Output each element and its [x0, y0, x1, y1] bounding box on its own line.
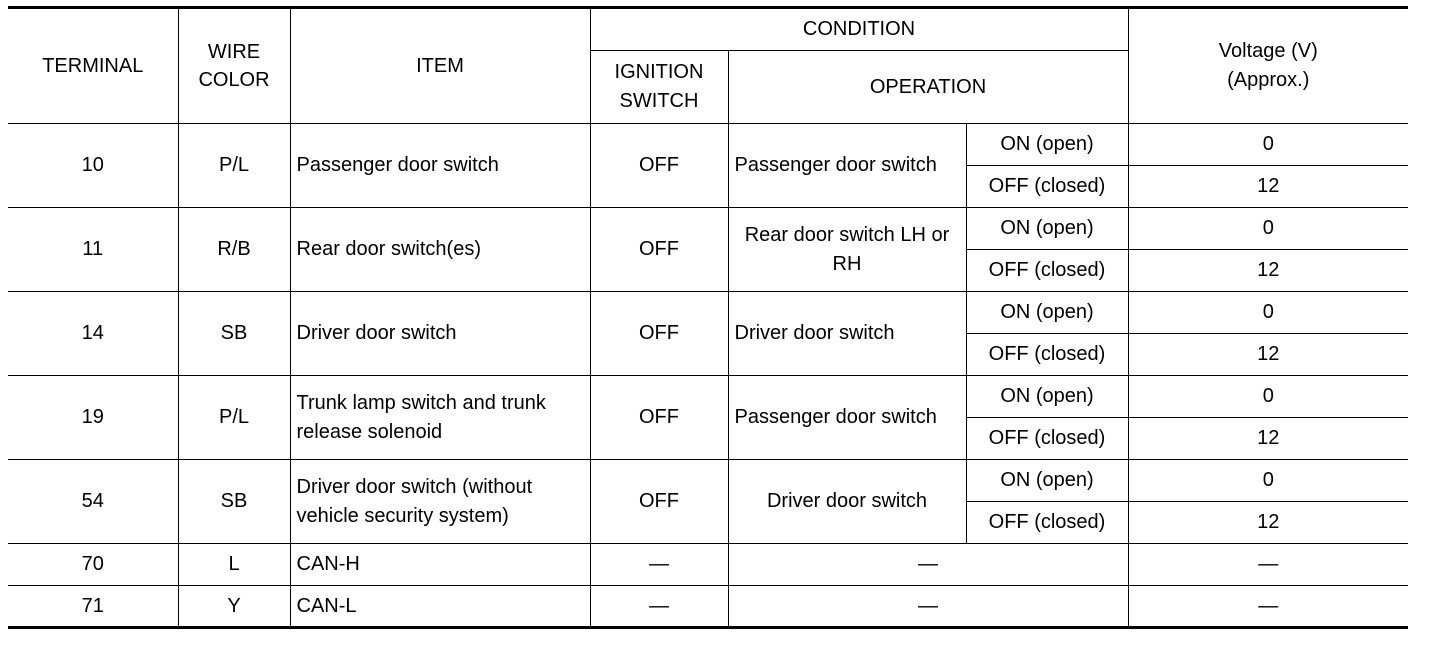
voltage-cell: 0 — [1128, 124, 1408, 166]
header-voltage: Voltage (V) (Approx.) — [1128, 8, 1408, 124]
voltage-cell: 0 — [1128, 208, 1408, 250]
state-cell: OFF (closed) — [966, 502, 1128, 544]
operation-cell: Rear door switch LH or RH — [728, 208, 966, 292]
state-cell: ON (open) — [966, 124, 1128, 166]
wire-color-cell: P/L — [178, 124, 290, 208]
table-row — [8, 586, 1408, 628]
item-cell: CAN-H — [290, 544, 590, 586]
item-cell: Rear door switch(es) — [290, 208, 590, 292]
table-row — [8, 208, 1408, 250]
header-ignition-switch: IGNITION SWITCH — [590, 51, 728, 124]
wire-color-cell: SB — [178, 292, 290, 376]
ignition-cell: — — [590, 544, 728, 586]
wire-color-cell: P/L — [178, 376, 290, 460]
item-cell: Trunk lamp switch and trunk release solenoid — [290, 376, 590, 460]
state-cell: ON (open) — [966, 376, 1128, 418]
ignition-cell: — — [590, 586, 728, 628]
ignition-cell: OFF — [590, 124, 728, 208]
header-terminal: TERMINAL — [8, 8, 178, 124]
terminal-cell: 10 — [8, 124, 178, 208]
ignition-cell: OFF — [590, 292, 728, 376]
operation-cell: Passenger door switch — [728, 124, 966, 208]
state-cell: OFF (closed) — [966, 418, 1128, 460]
terminal-cell: 14 — [8, 292, 178, 376]
operation-cell: Passenger door switch — [728, 376, 966, 460]
wire-color-cell: L — [178, 544, 290, 586]
state-cell: OFF (closed) — [966, 334, 1128, 376]
voltage-cell: 12 — [1128, 502, 1408, 544]
table-row — [8, 292, 1408, 334]
operation-cell: — — [728, 544, 1128, 586]
ignition-cell: OFF — [590, 460, 728, 544]
state-cell: ON (open) — [966, 292, 1128, 334]
header-item: ITEM — [290, 8, 590, 124]
voltage-cell: 12 — [1128, 418, 1408, 460]
state-cell: ON (open) — [966, 460, 1128, 502]
voltage-cell: 12 — [1128, 250, 1408, 292]
header-row-1 — [8, 8, 1408, 51]
wire-color-cell: R/B — [178, 208, 290, 292]
voltage-cell: 0 — [1128, 292, 1408, 334]
table-row — [8, 544, 1408, 586]
state-cell: OFF (closed) — [966, 166, 1128, 208]
terminal-spec-table — [8, 6, 1408, 629]
terminal-cell: 70 — [8, 544, 178, 586]
voltage-cell: — — [1128, 586, 1408, 628]
voltage-cell: 0 — [1128, 460, 1408, 502]
wire-color-cell: Y — [178, 586, 290, 628]
header-wire-color: WIRE COLOR — [178, 8, 290, 124]
state-cell: ON (open) — [966, 208, 1128, 250]
operation-cell: — — [728, 586, 1128, 628]
state-cell: OFF (closed) — [966, 250, 1128, 292]
header-operation: OPERATION — [728, 51, 1128, 124]
table-row — [8, 460, 1408, 502]
terminal-cell: 54 — [8, 460, 178, 544]
operation-cell: Driver door switch — [728, 460, 966, 544]
item-cell: Driver door switch — [290, 292, 590, 376]
ignition-cell: OFF — [590, 208, 728, 292]
header-condition: CONDITION — [590, 8, 1128, 51]
terminal-cell: 11 — [8, 208, 178, 292]
table-row — [8, 124, 1408, 166]
item-cell: CAN-L — [290, 586, 590, 628]
table-row — [8, 376, 1408, 418]
voltage-cell: — — [1128, 544, 1408, 586]
item-cell: Driver door switch (without vehicle security system) — [290, 460, 590, 544]
voltage-cell: 0 — [1128, 376, 1408, 418]
voltage-cell: 12 — [1128, 334, 1408, 376]
ignition-cell: OFF — [590, 376, 728, 460]
terminal-cell: 19 — [8, 376, 178, 460]
voltage-cell: 12 — [1128, 166, 1408, 208]
terminal-cell: 71 — [8, 586, 178, 628]
item-cell: Passenger door switch — [290, 124, 590, 208]
operation-cell: Driver door switch — [728, 292, 966, 376]
wire-color-cell: SB — [178, 460, 290, 544]
